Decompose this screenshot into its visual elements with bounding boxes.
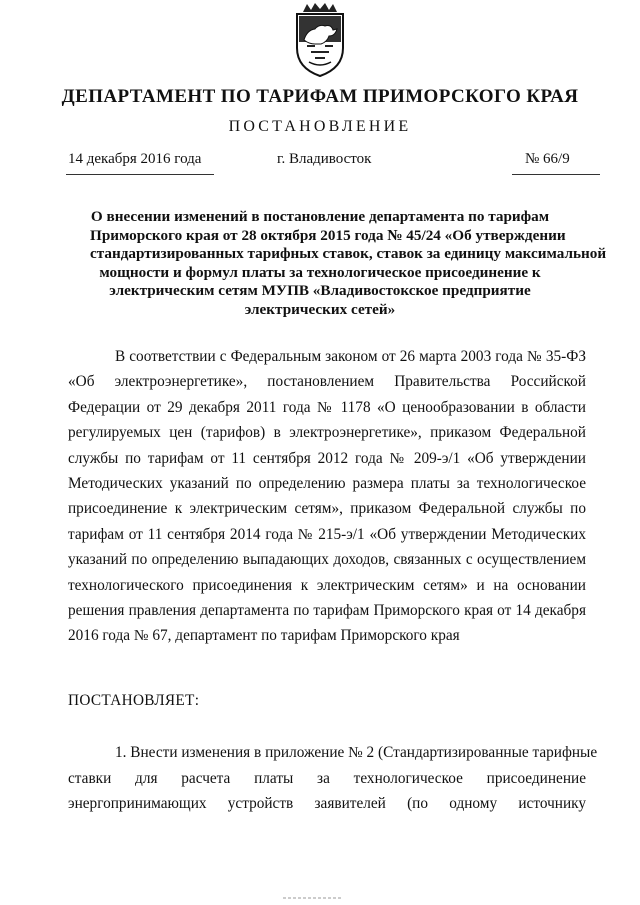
item-line: ставки для расчета платы за технологическое присоединение	[68, 769, 586, 787]
preamble-line: указаний по определению выпадающих доходов, связанных с осуществлением	[68, 551, 586, 569]
preamble-line: Федерации от 29 декабря 2011 года № 1178 «О ценообразовании в области	[68, 398, 586, 416]
preamble-line: присоединение к электрическим сетям», приказом Федеральной службы по	[68, 500, 586, 518]
decree-item-1	[68, 740, 598, 817]
preamble-line: 2016 года № 67, департамент по тарифам Приморского края	[68, 627, 460, 645]
preamble-paragraph	[68, 344, 586, 649]
document-number: № 66/9	[525, 151, 570, 167]
page-edge-mark	[283, 896, 341, 900]
preamble-line: «Об электроэнергетике», постановлением Правительства Российской	[68, 373, 586, 391]
preamble-line: службы по тарифам от 11 сентября 2012 года № 209-э/1 «Об утверждении	[68, 449, 586, 467]
title-line: Приморского края от 28 октября 2015 года № 45/24 «Об утверждении	[90, 226, 566, 244]
coat-of-arms-icon	[289, 2, 351, 78]
document-title	[90, 208, 607, 320]
title-line: мощности и формул платы за технологическое присоединение к	[99, 263, 541, 281]
date-underline	[66, 174, 214, 175]
title-line: стандартизированных тарифных ставок, ставок за единицу максимальной	[90, 245, 607, 263]
preamble-line: Методических указаний по определению размера платы за технологическое	[68, 474, 586, 492]
document-date: 14 декабря 2016 года	[68, 151, 202, 167]
title-line: электрических сетей»	[244, 300, 396, 318]
preamble-line: регулируемых цен (тарифов) в электроэнергетике», приказом Федеральной	[68, 424, 586, 442]
title-line: О внесении изменений в постановление департамента по тарифам	[90, 208, 550, 225]
number-underline	[512, 174, 600, 175]
document-city: г. Владивосток	[277, 151, 372, 167]
preamble-line: технологического присоединения к электрическим сетям» и на основании	[68, 576, 586, 594]
document-type: ПОСТАНОВЛЕНИЕ	[228, 118, 412, 135]
title-line: электрическим сетям МУПВ «Владивостокское предприятие	[109, 282, 531, 300]
department-name: ДЕПАРТАМЕНТ ПО ТАРИФАМ ПРИМОРСКОГО КРАЯ	[61, 86, 579, 107]
preamble-line: тарифам от 11 сентября 2014 года № 215-э/1 «Об утверждении Методических	[68, 525, 586, 543]
decree-heading: ПОСТАНОВЛЯЕТ:	[68, 692, 200, 709]
preamble-line: В соответствии с Федеральным законом от 26 марта 2003 года № 35-ФЗ	[115, 348, 586, 365]
preamble-line: решения правления департамента по тарифам Приморского края от 14 декабря	[68, 601, 586, 619]
item-line: 1. Внести изменения в приложение № 2 (Стандартизированные тарифные	[115, 744, 598, 761]
item-line: энергопринимающих устройств заявителей (по одному источнику	[68, 795, 586, 813]
